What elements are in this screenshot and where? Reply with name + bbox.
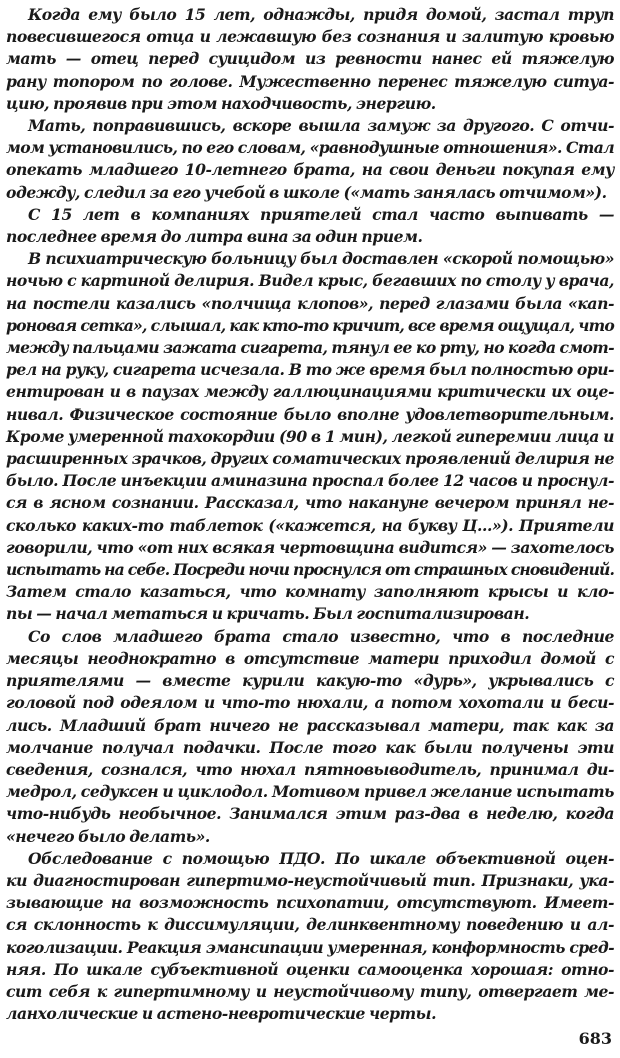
text-line: Со слов младшего брата стало известно, что в последние bbox=[28, 626, 614, 646]
text-line: говорили, что «от них всякая чертовщина видится» — захотелось bbox=[6, 537, 614, 557]
paragraph bbox=[6, 248, 614, 625]
text-line: месяцы неоднократно в отсутствие матери приходил домой с bbox=[6, 648, 614, 668]
page-number: 683 bbox=[578, 1028, 612, 1048]
text-line: рел на руку, сигарета исчезала. В то же время был полностью ори- bbox=[6, 360, 614, 380]
text-line: испытать на себе. Посреди ночи проснулся от страшных сновидений. bbox=[6, 560, 614, 580]
text-line: повесившегося отца и лежавшую без сознания и залитую кровью bbox=[6, 27, 614, 47]
text-line: было. После инъекции аминазина проспал более 12 часов и проснул- bbox=[6, 471, 614, 491]
text-line: Кроме умеренной тахокордии (90 в 1 мин), легкой гиперемии лица и bbox=[6, 426, 614, 446]
text-line: ки диагностирован гипертимо-неустойчивый тип. Признаки, ука- bbox=[6, 870, 614, 890]
text-body bbox=[6, 4, 614, 1025]
text-line: мом установились, по его словам, «равнодушные отношения». Стал bbox=[6, 138, 614, 158]
book-page bbox=[6, 4, 614, 1054]
text-line: сколько каких-то таблеток («кажется, на букву Ц...»). Приятели bbox=[6, 515, 614, 535]
text-line: одежду, следил за его учебой в школе («мать занялась отчимом»). bbox=[6, 182, 607, 202]
text-line: ся склонность к диссимуляции, делинквентному поведению и ал- bbox=[6, 915, 614, 935]
text-line: няя. По шкале субъективной оценки самооценка хорошая: отно- bbox=[6, 959, 614, 979]
text-line: опекать младшего 10-летнего брата, на свои деньги покупая ему bbox=[6, 160, 614, 180]
paragraph bbox=[6, 626, 614, 848]
text-line: приятелями — вместе курили какую-то «дурь», укрывались с bbox=[6, 671, 614, 691]
text-line: мать — отец перед суицидом из ревности нанес ей тяжелую bbox=[6, 49, 614, 69]
text-line: между пальцами зажата сигарета, тянул ее ко рту, но когда смот- bbox=[6, 338, 614, 358]
text-line: расширенных зрачков, других соматических проявлений делирия не bbox=[6, 449, 614, 469]
text-line: «нечего было делать». bbox=[6, 826, 210, 846]
text-line: последнее время до литра вина за один прием. bbox=[6, 227, 423, 247]
text-line: Когда ему было 15 лет, однажды, придя домой, застал труп bbox=[28, 5, 614, 24]
text-line: В психиатрическую больницу был доставлен «скорой помощью» bbox=[28, 249, 614, 269]
paragraph bbox=[6, 204, 614, 248]
text-line: ентирован и в паузах между галлюцинациями критически их оце- bbox=[6, 382, 614, 402]
text-line: роновая сетка», слышал, как кто-то кричит, все время ощущал, что bbox=[6, 315, 614, 335]
text-line: Обследование с помощью ПДО. По шкале объективной оцен- bbox=[28, 848, 614, 868]
text-line: пы — начал метаться и кричать. Был госпитализирован. bbox=[6, 604, 530, 624]
text-line: цию, проявив при этом находчивость, энергию. bbox=[6, 93, 436, 113]
text-line: сит себя к гипертимному и неустойчивому типу, отвергает ме- bbox=[6, 981, 614, 1001]
text-line: Мать, поправившись, вскоре вышла замуж за другого. С отчи- bbox=[28, 116, 614, 136]
paragraph bbox=[6, 115, 614, 204]
text-line: молчание получал подачки. После того как были получены эти bbox=[6, 737, 614, 757]
text-line: ночью с картиной делирия. Видел крыс, бегавших по столу у врача, bbox=[6, 271, 614, 291]
paragraph bbox=[6, 848, 614, 1026]
text-line: на постели казались «полчища клопов», перед глазами была «кап- bbox=[6, 293, 614, 313]
text-line: головой под одеялом и что-то нюхали, а потом хохотали и беси- bbox=[6, 693, 614, 713]
text-line: нивал. Физическое состояние было вполне удовлетворительным. bbox=[6, 404, 614, 424]
text-line: С 15 лет в компаниях приятелей стал часто выпивать — bbox=[28, 204, 614, 224]
text-line: Затем стало казаться, что комнату заполняют крысы и кло- bbox=[6, 582, 614, 602]
text-line: лись. Младший брат ничего не рассказывал матери, так как за bbox=[6, 715, 614, 735]
text-line: ланхолические и астено-невротические черты. bbox=[6, 1004, 437, 1024]
text-line: сведения, сознался, что нюхал пятновыводитель, принимал ди- bbox=[6, 759, 614, 779]
text-line: что-нибудь необычное. Занимался этим раз-два в неделю, когда bbox=[6, 804, 614, 824]
text-line: медрол, седуксен и циклодол. Мотивом привел желание испытать bbox=[6, 782, 614, 802]
text-line: рану топором по голове. Мужественно перенес тяжелую ситуа- bbox=[6, 71, 614, 91]
text-line: коголизации. Реакция эмансипации умеренная, конформность сред- bbox=[6, 937, 614, 957]
text-line: зывающие на возможность психопатии, отсутствуют. Имеет- bbox=[6, 893, 614, 913]
text-line: ся в ясном сознании. Рассказал, что накануне вечером принял не- bbox=[6, 493, 614, 513]
paragraph bbox=[6, 4, 614, 115]
